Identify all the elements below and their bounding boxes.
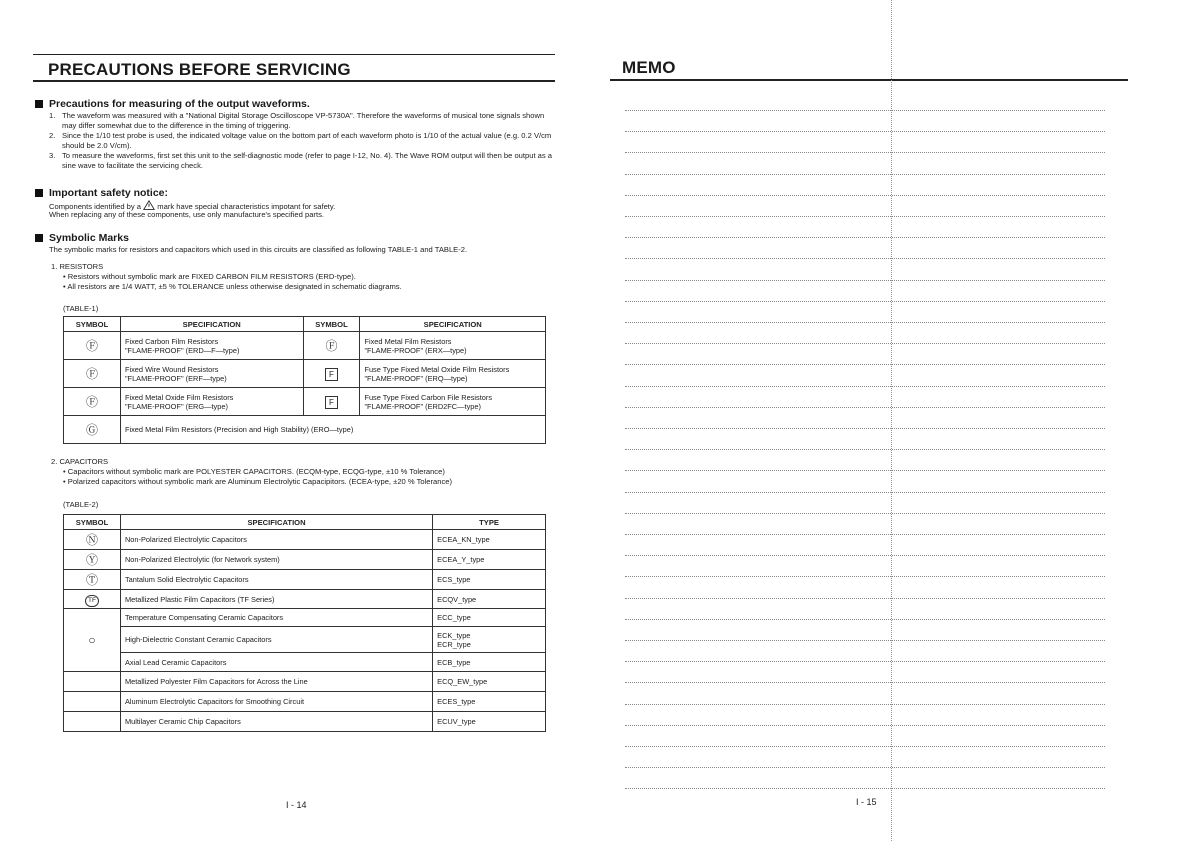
table-row: Ⓕ Fixed Carbon Film Resistors "FLAME-PROOF" (ERD—F—type) Ⓕ Fixed Metal Film Resistors "FLAME-PROOF" (ERX—type)	[64, 332, 546, 360]
page-number: I - 15	[856, 797, 877, 807]
memo-ruled-line	[625, 237, 1105, 238]
list-item: 2. Since the 1/10 test probe is used, the indicated voltage value on the bottom part of each waveform photo is 1/10 of the actual value (e.g. 0.2 V/cm should be 2.0 V/cm).	[49, 131, 552, 150]
memo-ruled-line	[625, 258, 1105, 259]
resistors-bullet-1: • Resistors without symbolic mark are FIXED CARBON FILM RESISTORS (ERD-type).	[63, 272, 356, 281]
memo-ruled-line	[625, 492, 1105, 493]
table-row: ○ Temperature Compensating Ceramic Capacitors ECC_type	[64, 609, 546, 627]
title-bottom-rule	[33, 80, 555, 82]
memo-ruled-line	[625, 470, 1105, 471]
table-row: Ⓕ Fixed Metal Oxide Film Resistors "FLAME-PROOF" (ERG—type) F Fuse Type Fixed Carbon File Resistors "FLAME-PROOF" (ERD2FC—type)	[64, 388, 546, 416]
memo-title-rule	[610, 79, 1128, 81]
table-header-row: SYMBOL SPECIFICATION SYMBOL SPECIFICATION	[64, 317, 546, 332]
memo-ruled-line	[625, 280, 1105, 281]
memo-ruled-line	[625, 449, 1105, 450]
page-title: PRECAUTIONS BEFORE SERVICING	[48, 60, 351, 79]
waveform-notes-list	[49, 111, 559, 171]
section-heading-symbolic-marks: Symbolic Marks	[35, 232, 129, 244]
memo-ruled-line	[625, 110, 1105, 111]
circled-f-symbol: Ⓕ	[64, 360, 121, 388]
table-row: Ⓕ Fixed Wire Wound Resistors "FLAME-PROOF" (ERF—type) F Fuse Type Fixed Metal Oxide Film Resistors "FLAME-PROOF" (ERQ—type)	[64, 360, 546, 388]
capacitors-bullet-1: • Capacitors without symbolic mark are POLYESTER CAPACITORS. (ECQM-type, ECQG-type, ±10 % Tolerance)	[63, 467, 445, 476]
table-row: Ⓣ Tantalum Solid Electrolytic Capacitors ECS_type	[64, 570, 546, 590]
list-item: 1. The waveform was measured with a "National Digital Storage Oscilloscope VP-5730A". Therefore the waveforms of musical tone signals shown may differ somewhat due to the difference in the timing of triggering.	[49, 111, 545, 130]
safety-notice-line1: Components identified by a mark have special characteristics impotant for safety.	[49, 202, 336, 211]
circled-y-symbol: Ⓨ	[64, 550, 121, 570]
bullet-square-icon	[35, 189, 43, 197]
fold-line	[891, 0, 892, 841]
table-row: Axial Lead Ceramic Capacitors ECB_type	[64, 653, 546, 672]
capacitor-symbol-table	[63, 514, 546, 732]
memo-ruled-line	[625, 216, 1105, 217]
list-item: 3. To measure the waveforms, first set this unit to the self-diagnostic mode (refer to page I-12, No. 4). The Wave ROM output will then be output as a sine wave to facilitate the servicing check.	[49, 151, 553, 170]
table-row: TF Metallized Plastic Film Capacitors (TF Series) ECQV_type	[64, 590, 546, 609]
memo-ruled-line	[625, 619, 1105, 620]
resistors-title: 1. RESISTORS	[51, 262, 104, 271]
memo-ruled-line	[625, 682, 1105, 683]
memo-title: MEMO	[622, 58, 676, 77]
safety-notice-line2: When replacing any of these components, use only manufacture's specified parts.	[49, 210, 324, 219]
symbolic-marks-intro: The symbolic marks for resistors and capacitors which used in this circuits are classified as following TABLE-1 and TABLE-2.	[49, 245, 468, 254]
capacitors-title: 2. CAPACITORS	[51, 457, 109, 466]
memo-ruled-line	[625, 788, 1105, 789]
capacitors-bullet-2: • Polarized capacitors without symbolic mark are Aluminum Electrolytic Capacipitors. (ECEA-type, ±20 % Tolerance)	[63, 477, 453, 486]
circled-g-symbol: Ⓖ	[64, 416, 121, 444]
circle-symbol: ○	[64, 609, 121, 672]
memo-ruled-line	[625, 598, 1105, 599]
memo-ruled-line	[625, 576, 1105, 577]
circled-f-symbol: Ⓕ	[64, 388, 121, 416]
memo-ruled-line	[625, 364, 1105, 365]
page-number: I - 14	[286, 800, 307, 810]
table2-label: (TABLE-2)	[63, 500, 99, 509]
memo-ruled-line	[625, 152, 1105, 153]
section-heading-waveforms: Precautions for measuring of the output waveforms.	[35, 98, 310, 110]
resistor-symbol-table	[63, 316, 546, 444]
circled-f-symbol: Ⓕ	[64, 332, 121, 360]
resistors-bullet-2: • All resistors are 1/4 WATT, ±5 % TOLERANCE unless otherwise designated in schematic diagrams.	[63, 282, 402, 291]
circled-t-symbol: Ⓣ	[64, 570, 121, 590]
table-header-row: SYMBOL SPECIFICATION TYPE	[64, 515, 546, 530]
memo-ruled-line	[625, 746, 1105, 747]
memo-ruled-line	[625, 725, 1105, 726]
memo-ruled-line	[625, 407, 1105, 408]
table-row: Multilayer Ceramic Chip Capacitors ECUV_type	[64, 712, 546, 732]
memo-ruled-line	[625, 174, 1105, 175]
memo-ruled-line	[625, 555, 1105, 556]
memo-ruled-line	[625, 343, 1105, 344]
boxed-f-symbol: F	[325, 396, 338, 409]
memo-ruled-line	[625, 640, 1105, 641]
memo-ruled-line	[625, 767, 1105, 768]
right-page	[600, 0, 1191, 841]
circled-tf-symbol: TF	[85, 595, 99, 607]
table-row: Metallized Polyester Film Capacitors for Across the Line ECQ_EW_type	[64, 672, 546, 692]
memo-ruled-line	[625, 301, 1105, 302]
memo-ruled-line	[625, 704, 1105, 705]
table-row: Ⓨ Non-Polarized Electrolytic (for Network system) ECEA_Y_type	[64, 550, 546, 570]
circled-n-symbol: Ⓝ	[64, 530, 121, 550]
bullet-square-icon	[35, 100, 43, 108]
circled-f-symbol: Ⓕ	[303, 332, 360, 360]
section-heading-safety: Important safety notice:	[35, 187, 168, 199]
memo-ruled-line	[625, 195, 1105, 196]
memo-ruled-line	[625, 386, 1105, 387]
bullet-square-icon	[35, 234, 43, 242]
table1-label: (TABLE-1)	[63, 304, 99, 313]
table-row: Aluminum Electrolytic Capacitors for Smoothing Circuit ECES_type	[64, 692, 546, 712]
table-row: High-Dielectric Constant Ceramic Capacitors ECK_type ECR_type	[64, 627, 546, 653]
memo-ruled-line	[625, 661, 1105, 662]
memo-ruled-line	[625, 513, 1105, 514]
table-row: Ⓝ Non-Polarized Electrolytic Capacitors ECEA_KN_type	[64, 530, 546, 550]
memo-ruled-line	[625, 131, 1105, 132]
table-row: Ⓖ Fixed Metal Film Resistors (Precision and High Stability) (ERO—type)	[64, 416, 546, 444]
warning-triangle-icon	[143, 200, 155, 210]
boxed-f-symbol: F	[325, 368, 338, 381]
memo-ruled-line	[625, 322, 1105, 323]
memo-ruled-line	[625, 534, 1105, 535]
title-top-rule	[33, 54, 555, 55]
memo-ruled-line	[625, 428, 1105, 429]
